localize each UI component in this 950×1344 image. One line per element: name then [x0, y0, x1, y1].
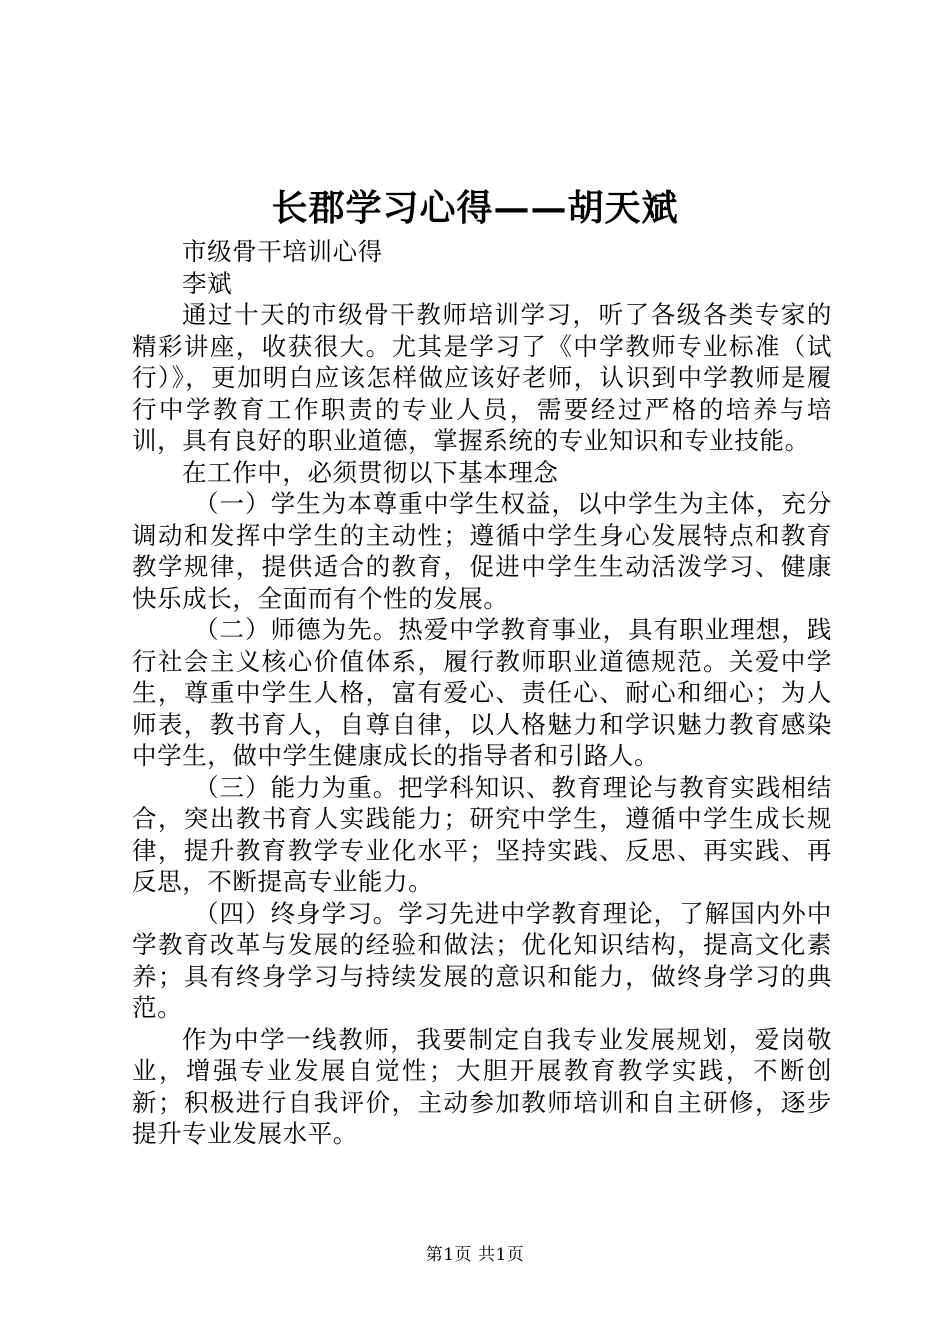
principle-3-paragraph: （三）能力为重。把学科知识、教育理论与教育实践相结合，突出教书育人实践能力；研究中学生，遵循中学生成长规律，提升教育教学专业化水平；坚持实践、反思、再实践、再反思，不断提高专业能力。	[132, 772, 832, 896]
document-body	[132, 236, 832, 1150]
principle-2-paragraph: （二）师德为先。热爱中学教育事业，具有职业理想，践行社会主义核心价值体系，履行教师职业道德规范。关爱中学生，尊重中学生人格，富有爱心、责任心、耐心和细心；为人师表，教书育人，自尊自律，以人格魅力和学识魅力教育感染中学生，做中学生健康成长的指导者和引路人。	[132, 615, 832, 770]
intro-paragraph: 通过十天的市级骨干教师培训学习，听了各级各类专家的精彩讲座，收获很大。尤其是学习了《中学教师专业标准（试行）》，更加明白应该怎样做应该好老师，认识到中学教师是履行中学教育工作职责的专业人员，需要经过严格的培养与培训，具有良好的职业道德，掌握系统的专业知识和专业技能。	[132, 300, 832, 455]
subtitle-line: 市级骨干培训心得	[182, 237, 383, 266]
principle-4-paragraph: （四）终身学习。学习先进中学教育理论，了解国内外中学教育改革与发展的经验和做法；优化知识结构，提高文化素养；具有终身学习与持续发展的意识和能力，做终身学习的典范。	[132, 898, 832, 1022]
author-line: 李斌	[182, 268, 233, 298]
page-footer: 第1页 共1页	[425, 1245, 525, 1265]
conclusion-paragraph: 作为中学一线教师，我要制定自我专业发展规划，爱岗敬业，增强专业发展自觉性；大胆开展教育教学实践，不断创新；积极进行自我评价，主动参加教师培训和自主研修，逐步提升专业发展水平。	[132, 1024, 832, 1148]
document-title: 长郡学习心得——胡天斌	[271, 187, 679, 229]
principles-heading: 在工作中，必须贯彻以下基本理念	[182, 457, 559, 487]
principle-1-paragraph: （一）学生为本尊重中学生权益，以中学生为主体，充分调动和发挥中学生的主动性；遵循中学生身心发展特点和教育教学规律，提供适合的教育，促进中学生生动活泼学习、健康快乐成长，全面而有个性的发展。	[132, 489, 832, 613]
